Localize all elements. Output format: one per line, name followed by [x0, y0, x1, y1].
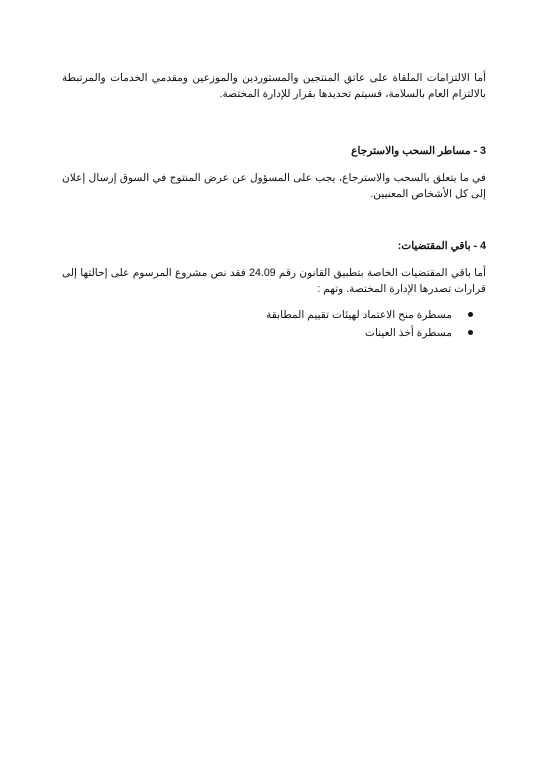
section-4-heading: 4 - باقي المقتضيات: — [397, 240, 486, 252]
list-item — [62, 306, 486, 324]
section-3-paragraph: في ما يتعلق بالسحب والاسترجاع، يجب على المسؤول عن عرض المنتوج في السوق إرسال إعلان إلى كل الأشخاص المعنيين. — [62, 172, 486, 200]
list-item-text: مسطرة منح الاعتماد لهيئات تقييم المطابقة — [266, 309, 452, 321]
section-4-list — [62, 306, 486, 342]
bullet-icon — [468, 312, 473, 317]
intro-paragraph: أما الالتزامات الملقاة على عاتق المنتجين والمستوردين والموزعين ومقدمي الخدمات والمرتبطة بالالتزام العام بالسلامة، فسيتم تحديدها بقرار للإدارة المختصة. — [62, 72, 486, 100]
bullet-icon — [468, 330, 473, 335]
list-item — [62, 324, 486, 342]
section-4-paragraph: أما باقي المقتضيات الخاصة بتطبيق القانون رقم 24.09 فقد نص مشروع المرسوم على إحالتها إلى قرارات تصدرها الإدارة المختصة. وتهم : — [62, 267, 486, 295]
section-3-heading: 3 - مساطر السحب والاسترجاع — [351, 145, 486, 157]
list-item-text: مسطرة أخذ العينات — [364, 327, 452, 339]
